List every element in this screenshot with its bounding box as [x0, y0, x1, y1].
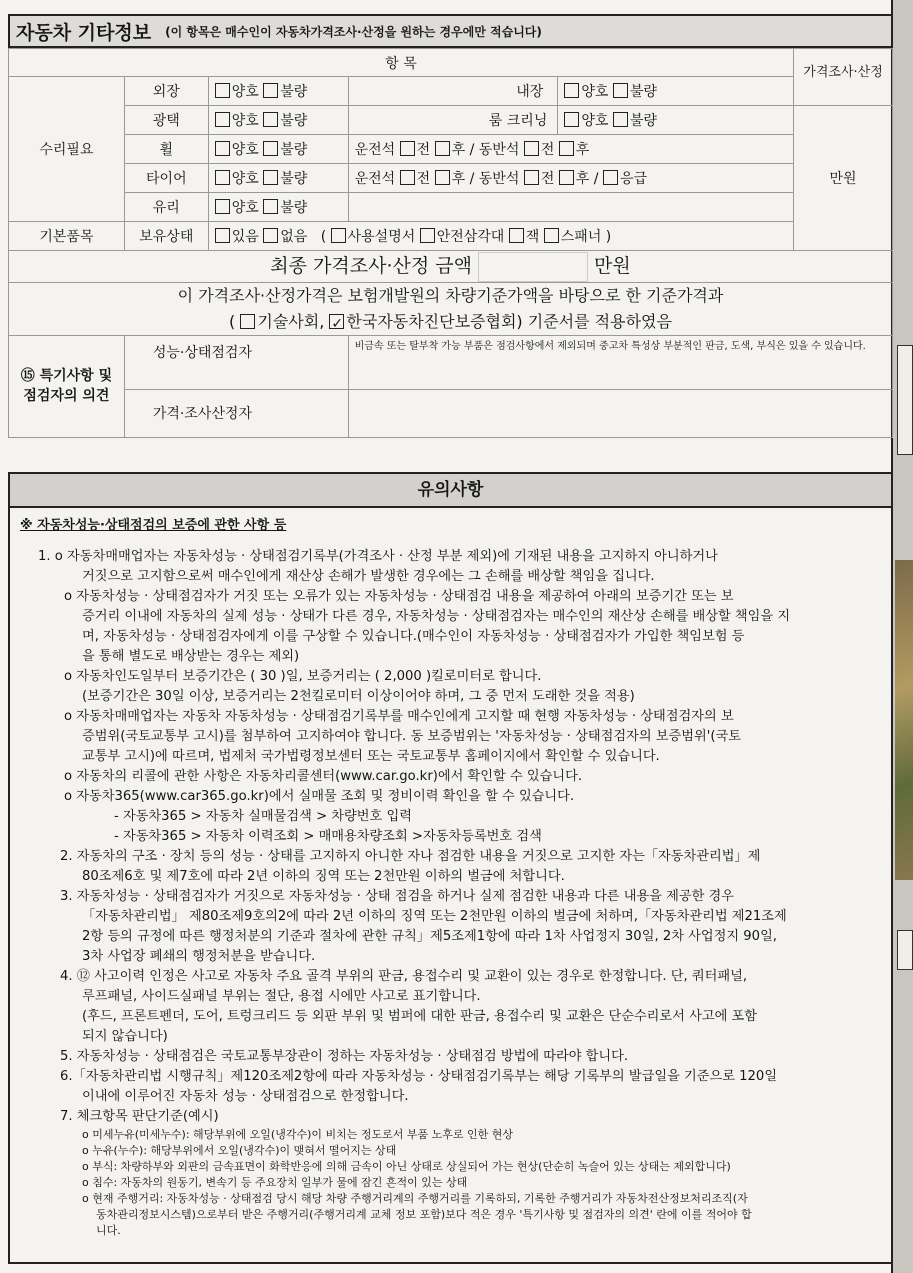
- final-price-unit: 만원: [593, 255, 631, 277]
- header-price: 가격조사·산정: [794, 49, 893, 106]
- checkbox-glass-good[interactable]: [215, 199, 230, 214]
- checkbox-tire-driver-rear[interactable]: [435, 170, 450, 185]
- checkbox-gloss-good[interactable]: [215, 112, 230, 127]
- notice-line: 며, 자동차성능 · 상태점검자에게 이를 구상할 수 있습니다.(매수인이 자동차성능 · 상태점검자가 가입한 책임보험 등: [82, 629, 745, 644]
- notice-line: ο 누유(누수): 해당부위에서 오일(냉각수)이 맺혀서 떨어지는 상태: [82, 1144, 397, 1157]
- wheel-options: 양호 불량: [208, 135, 348, 164]
- possession-label: 보유상태: [124, 222, 208, 251]
- checkbox-basis-kadia[interactable]: [329, 314, 344, 329]
- notice-line: 증범위(국토교통부 고시)를 첨부하여 고지하여야 합니다. 동 보증범위는 '자동차성능 · 상태점검자의 보증범위'(국토: [82, 729, 741, 744]
- notice-line: ο 자동차성능 · 상태점검자가 거짓 또는 오류가 있는 자동차성능 · 상태점검 내용을 제공하여 아래의 보증기간 또는 보: [64, 589, 734, 604]
- final-price-label: 최종 가격조사·산정 금액: [270, 255, 472, 277]
- checkbox-tire-bad[interactable]: [263, 170, 278, 185]
- notice-line: 「자동차관리법」 제80조제9호의2에 따라 2년 이하의 징역 또는 2천만원 이하의 벌금에 처하며,「자동차관리법 제21조제: [82, 909, 787, 924]
- appraiser-label: 가격·조사산정자: [124, 389, 348, 437]
- wheel-position-options: 운전석 전 후 / 동반석 전 후: [348, 135, 793, 164]
- section-title: 자동차 기타정보: [16, 21, 152, 44]
- background-photo-strip: [893, 0, 913, 1273]
- checkbox-wheel-passenger-rear[interactable]: [559, 141, 574, 156]
- checkbox-tire-driver-front[interactable]: [400, 170, 415, 185]
- checkbox-wheel-driver-rear[interactable]: [435, 141, 450, 156]
- row-exterior: 외장: [124, 77, 208, 106]
- checkbox-interior-good[interactable]: [564, 83, 579, 98]
- checkbox-cleaning-good[interactable]: [564, 112, 579, 127]
- checkbox-wheel-good[interactable]: [215, 141, 230, 156]
- checkbox-wheel-passenger-front[interactable]: [524, 141, 539, 156]
- notice-line: 동차관리정보시스템)으로부터 받은 주행거리(주행거리계 교체 정보 포함)보다 적은 경우 '특기사항 및 점검자의 의견' 란에 이를 적어야 합: [96, 1208, 752, 1221]
- header-item: 항 목: [9, 49, 794, 77]
- notice-line: 1. ο 자동차매매업자는 자동차성능 · 상태점검기록부(가격조사 · 산정 부분 제외)에 기재된 내용을 고지하지 아니하거나: [38, 549, 718, 564]
- notice-line: ο 침수: 자동차의 원동기, 변속기 등 주요장치 일부가 물에 잠긴 흔적이 있는 상태: [82, 1176, 468, 1189]
- notice-line: ο 자동차매매업자는 자동차 자동차성능 · 상태점검기록부를 매수인에게 고지할 때 현행 자동차성능 · 상태점검자의 보: [64, 709, 734, 724]
- final-price-row: [9, 251, 893, 283]
- checkbox-tire-passenger-rear[interactable]: [559, 170, 574, 185]
- notice-line: 을 통해 별도로 배상받는 경우는 제외): [82, 649, 300, 664]
- glass-options: 양호 불량: [208, 193, 348, 222]
- notice-line: ο 자동차의 리콜에 관한 사항은 자동차리콜센터(www.car.go.kr)에서 확인할 수 있습니다.: [64, 769, 583, 784]
- notice-line: - 자동차365 > 자동차 이력조회 > 매매용차량조회 >자동차등록번호 검색: [114, 829, 542, 844]
- notice-line: ο 자동차인도일부터 보증기간은 ( 30 )일, 보증거리는 ( 2,000 )킬로미터로 합니다.: [64, 669, 542, 684]
- adjacent-page-box: [897, 345, 913, 455]
- checkbox-have[interactable]: [215, 228, 230, 243]
- notice-line: 증거리 이내에 자동차의 실제 성능 · 상태가 다른 경우, 자동차성능 · 상태점검자는 매수인의 재산상 손해를 배상할 책임을 지: [82, 609, 791, 624]
- repair-label: 수리필요: [9, 77, 125, 222]
- tire-position-options: 운전석 전 후 / 동반석 전 후 / 응급: [348, 164, 793, 193]
- exterior-options: 양호 불량: [208, 77, 348, 106]
- gloss-options: 양호 불량: [208, 106, 348, 135]
- etc-info-table: [8, 48, 893, 438]
- notice-line: 80조제6호 및 제7호에 따라 2년 이하의 징역 또는 2천만원 이하의 벌금에 처합니다.: [82, 869, 565, 884]
- checkbox-interior-bad[interactable]: [613, 83, 628, 98]
- notice-line: ο 현재 주행거리: 자동차성능 · 상태점검 당시 해당 차량 주행거리계의 주행거리를 기록하되, 기록한 주행거리가 자동차전산정보처리조직(자: [82, 1192, 748, 1205]
- checkbox-exterior-bad[interactable]: [263, 83, 278, 98]
- checkbox-tire-good[interactable]: [215, 170, 230, 185]
- row-interior: 내장: [348, 77, 558, 106]
- inspector-note: 비금속 또는 탈부착 가능 부품은 점검사항에서 제외되며 중고차 특성상 부분적인 판금, 도색, 부식은 있을 수 있습니다.: [348, 335, 892, 389]
- adjacent-photo: [895, 560, 913, 880]
- checkbox-basis-engineers[interactable]: [240, 314, 255, 329]
- interior-options: 양호 불량: [558, 77, 794, 106]
- checkbox-none[interactable]: [263, 228, 278, 243]
- row-room-cleaning: 룸 크리닝: [348, 106, 558, 135]
- notice-line: 6.「자동차관리법 시행규칙」제120조제2항에 따라 자동차성능 · 상태점검기록부는 해당 기록부의 발급일을 기준으로 120일: [60, 1069, 778, 1084]
- tire-options: 양호 불량: [208, 164, 348, 193]
- notice-line: (보증기간은 30일 이상, 보증거리는 2천킬로미터 이상이어야 하며, 그 중 먼저 도래한 것을 적용): [82, 689, 635, 704]
- checkbox-spanner[interactable]: [544, 228, 559, 243]
- notice-line: ο 미세누유(미세누수): 해당부위에 오일(냉각수)이 비치는 정도로서 부품 노후로 인한 현상: [82, 1128, 513, 1141]
- checkbox-jack[interactable]: [509, 228, 524, 243]
- room-cleaning-options: 양호 불량: [558, 106, 794, 135]
- row-glass: 유리: [124, 193, 208, 222]
- checkbox-tire-passenger-front[interactable]: [524, 170, 539, 185]
- checkbox-wheel-bad[interactable]: [263, 141, 278, 156]
- notice-line: 거짓으로 고지함으로써 매수인에게 재산상 손해가 발생한 경우에는 그 손해를 배상할 책임을 집니다.: [82, 569, 655, 584]
- appraiser-opinion-field[interactable]: [348, 389, 892, 437]
- notice-title: 유의사항: [8, 472, 893, 508]
- notice-line: 2항 등의 규정에 따른 행정처분의 기준과 절차에 관한 규칙」제5조제1항에 따라 1차 사업정지 30일, 2차 사업정지 90일,: [82, 929, 778, 944]
- checkbox-wheel-driver-front[interactable]: [400, 141, 415, 156]
- notice-line: 되지 않습니다): [82, 1029, 168, 1044]
- checkbox-gloss-bad[interactable]: [263, 112, 278, 127]
- notice-line: 3차 사업장 폐쇄의 행정처분을 받습니다.: [82, 949, 316, 964]
- checkbox-manual[interactable]: [331, 228, 346, 243]
- notice-line: ο 자동차365(www.car365.go.kr)에서 실매물 조회 및 정비이력 확인을 할 수 있습니다.: [64, 789, 575, 804]
- final-price-field[interactable]: [478, 252, 588, 282]
- basic-items-label: 기본품목: [9, 222, 125, 251]
- notice-line: 4. ⑫ 사고이력 인정은 사고로 자동차 주요 골격 부위의 판금, 용접수리 및 교환이 있는 경우로 한정합니다. 단, 쿼터패널,: [60, 969, 748, 984]
- notice-line: - 자동차365 > 자동차 실매물검색 > 차량번호 입력: [114, 809, 412, 824]
- row-wheel: 휠: [124, 135, 208, 164]
- checkbox-tire-emergency[interactable]: [603, 170, 618, 185]
- inspector-label: 성능·상태점검자: [124, 335, 348, 389]
- notice-line: ο 부식: 차량하부와 외판의 금속표면이 화학반응에 의해 금속이 아닌 상태로 상실되어 가는 현상(단순히 녹슬어 있는 상태는 제외합니다): [82, 1160, 731, 1173]
- notice-body: [8, 508, 893, 1264]
- possession-options: 있음 없음 ( 사용설명서 안전삼각대 잭 스패너 ): [208, 222, 793, 251]
- price-unit-cell: [794, 106, 893, 251]
- notice-subtitle: ※ 자동차성능·상태점검의 보증에 관한 사항 등: [20, 518, 287, 533]
- notice-line: 니다.: [96, 1224, 121, 1237]
- basis-line-1: 이 가격조사·산정가격은 보험개발원의 차량기준가액을 바탕으로 한 기준가격과: [177, 285, 724, 305]
- notice-line: 교통부 고시)에 따르며, 법제처 국가법령정보센터 또는 국토교통부 홈페이지에서 확인할 수 있습니다.: [82, 749, 660, 764]
- row-gloss: 광택: [124, 106, 208, 135]
- notice-line: 5. 자동차성능 · 상태점검은 국토교통부장관이 정하는 자동차성능 · 상태점검 방법에 따라야 합니다.: [60, 1049, 629, 1064]
- basis-line-2: ( 기술사회, ✓ 한국자동차진단보증협회) 기준서를 적용하였음: [15, 309, 886, 335]
- checkbox-cleaning-bad[interactable]: [613, 112, 628, 127]
- notice-line: 루프패널, 사이드실패널 부위는 절단, 용접 시에만 사고로 표기합니다.: [82, 989, 481, 1004]
- checkbox-exterior-good[interactable]: [215, 83, 230, 98]
- row-tire: 타이어: [124, 164, 208, 193]
- notice-line: 3. 자동차성능 · 상태점검자가 거짓으로 자동차성능 · 상태 점검을 하거나 실제 점검한 내용과 다른 내용을 제공한 경우: [60, 889, 735, 904]
- section-title-bar: [8, 14, 893, 48]
- notice-line: 7. 체크항목 판단기준(예시): [60, 1109, 219, 1124]
- notice-line: 2. 자동차의 구조 · 장치 등의 성능 · 상태를 고지하지 아니한 자나 점검한 내용을 거짓으로 고지한 자는「자동차관리법」제: [60, 849, 761, 864]
- special-notes-label: ⑮ 특기사항 및 점검자의 의견: [9, 335, 125, 437]
- adjacent-page-box: [897, 930, 913, 970]
- notice-line: (후드, 프론트펜더, 도어, 트렁크리드 등 외판 부위 및 범퍼에 대한 판금, 용접수리 및 교환은 단순수리로서 사고에 포함: [82, 1009, 757, 1024]
- checkbox-glass-bad[interactable]: [263, 199, 278, 214]
- basis-statement: [9, 282, 893, 335]
- section-subtitle: (이 항목은 매수인이 자동차가격조사·산정을 원하는 경우에만 적습니다): [165, 24, 542, 39]
- checkbox-triangle[interactable]: [420, 228, 435, 243]
- price-unit: 만원: [829, 171, 857, 187]
- notice-line: 이내에 이루어진 자동차 성능 · 상태점검으로 한정합니다.: [82, 1089, 409, 1104]
